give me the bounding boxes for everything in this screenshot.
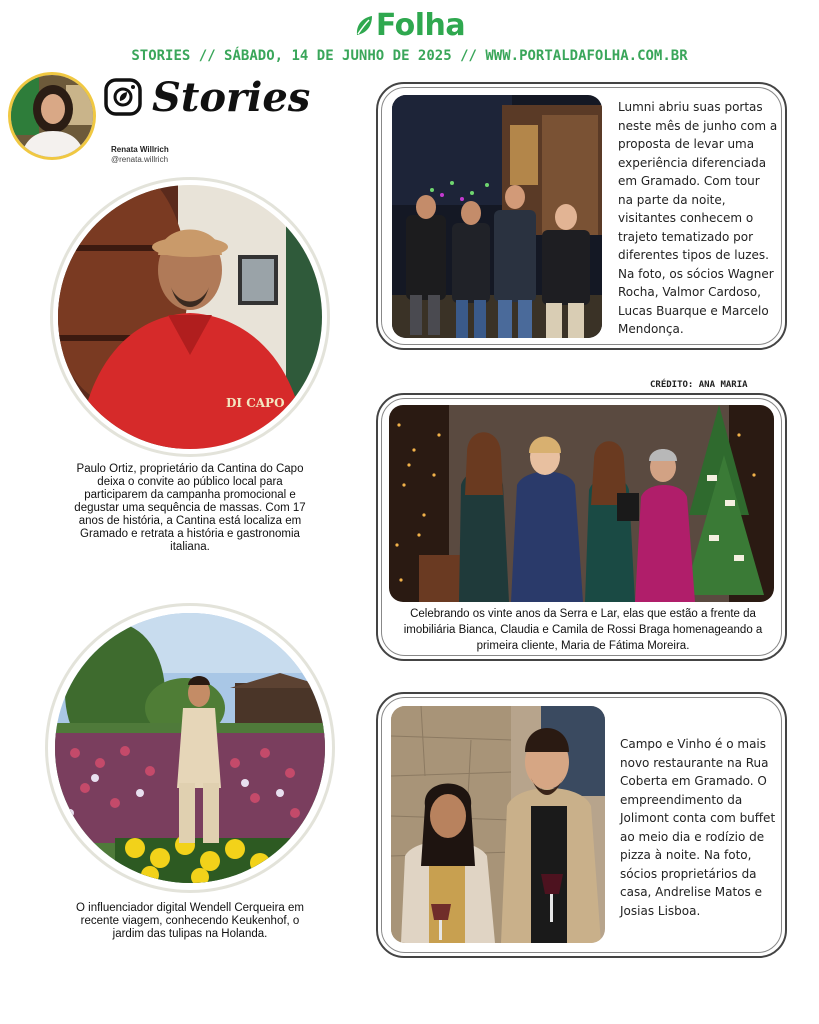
apron-text: DI CAPO	[226, 396, 285, 410]
column-title	[104, 72, 310, 122]
story-photo-chef	[58, 185, 322, 449]
story-caption: Campo e Vinho é o mais novo restaurante na Rua Coberta em Gramado. O empreendimento da Jolimont conta com buffet ao meio dia e rodízio de pizza à noite. Na foto, sócios proprietários da casa, Andrelise Matos e Josias Lisboa.	[620, 737, 776, 918]
dateline: STORIES // SÁBADO, 14 DE JUNHO DE 2025 // WWW.PORTALDAFOLHA.COM.BR	[131, 48, 688, 64]
author-avatar	[8, 72, 96, 160]
leaf-icon	[354, 14, 374, 38]
story-caption: Lumni abriu suas portas neste mês de junho com a proposta de levar uma experiência diferenciada em Gramado. Com tour na parte da noite, visitantes conhecem o trajeto tematizado por diferentes tipos de luzes. Na foto, os sócios Wagner Rocha, Valmor Cardoso, Lucas Buarque e Marcelo Mendonça.	[618, 100, 778, 336]
story-photo-tulips	[55, 613, 325, 883]
author-handle: @renata.willrich	[111, 155, 169, 164]
story-photo-lumni	[392, 95, 602, 338]
story-photo-serra-e-lar	[389, 405, 774, 602]
story-caption: O influenciador digital Wendell Cerqueira em recente viagem, conhecendo Keukenhof, o jardim das tulipas na Holanda.	[76, 902, 304, 940]
story-photo-campo-e-vinho	[391, 706, 605, 943]
instagram-leaf-icon	[104, 78, 142, 116]
brand-logo: Folha	[375, 8, 466, 43]
story-caption: Celebrando os vinte anos da Serra e Lar, elas que estão a frente da imobiliária Bianca, Claudia e Camila de Rossi Braga homenageando a primeira cliente, Maria de Fátima Moreira.	[403, 608, 763, 652]
column-title-text: Stories	[152, 73, 311, 121]
story-caption: Paulo Ortiz, proprietário da Cantina do Capo deixa o convite ao público local para participarem da campanha promocional e degustar uma sequência de massas. Com 17 anos de história, a Cantina está localiza em Gramado e retrata a história e gastronomia italiana.	[74, 463, 306, 553]
masthead	[0, 8, 819, 43]
author-name: Renata Willrich	[111, 145, 169, 154]
photo-credit: CRÉDITO: ANA MARIA	[650, 380, 748, 390]
